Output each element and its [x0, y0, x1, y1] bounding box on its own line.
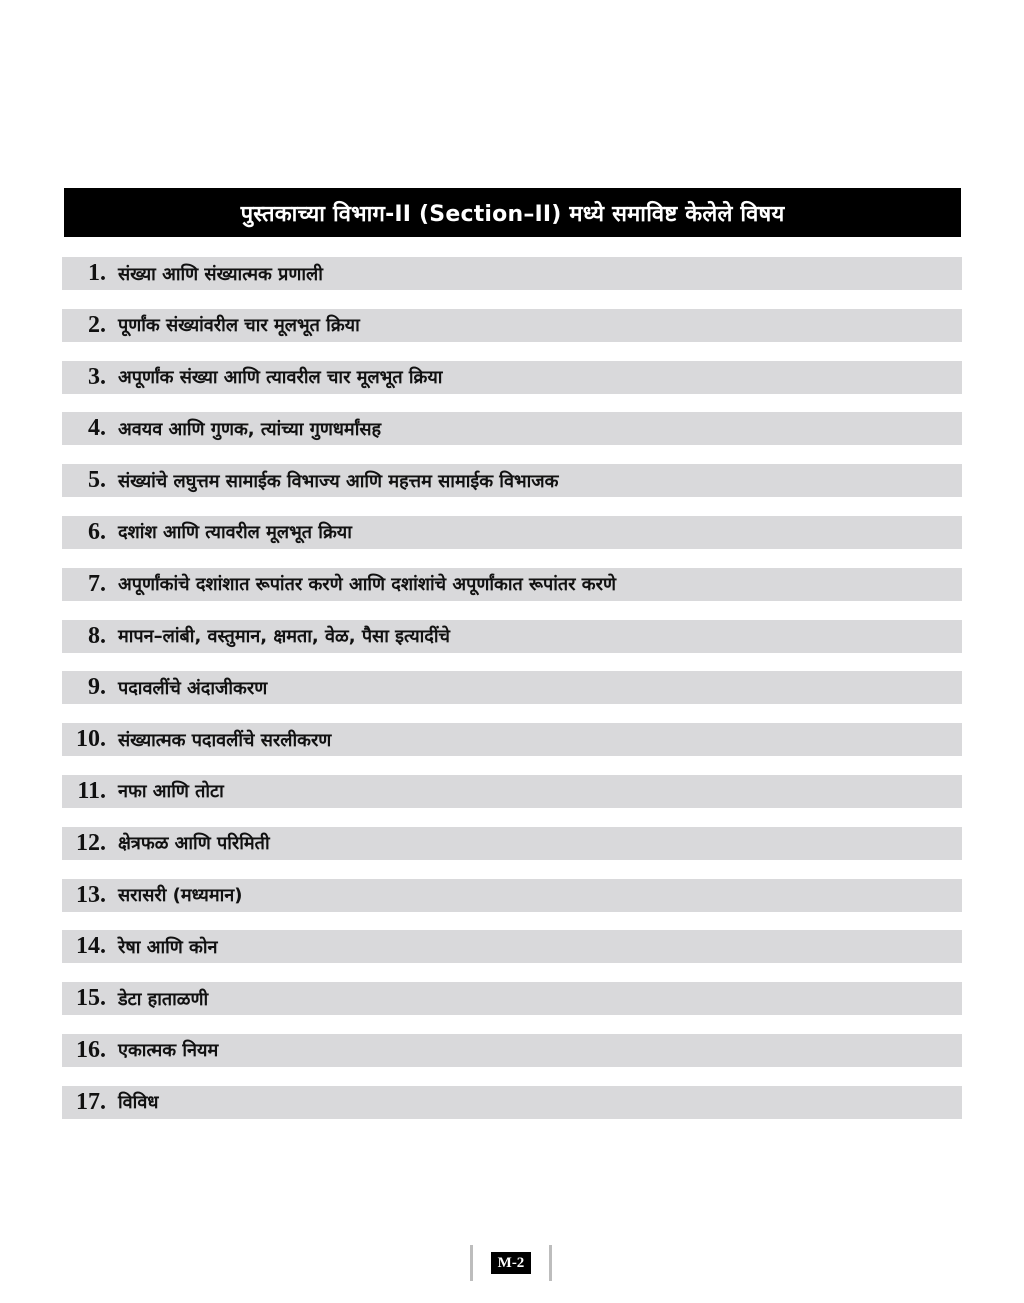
topic-label: अवयव आणि गुणक, त्यांच्या गुणधर्मांसह [118, 418, 382, 440]
page-number-badge: M-2 [491, 1252, 530, 1274]
topic-number: 14. [76, 933, 106, 960]
topic-row [62, 723, 962, 756]
page-footer [452, 1245, 570, 1281]
topic-label: सरासरी (मध्यमान) [118, 885, 243, 907]
topic-row [62, 412, 962, 445]
topic-number: 16. [76, 1036, 106, 1063]
topic-number: 15. [76, 985, 106, 1012]
topic-row [62, 827, 962, 860]
topic-label: संख्या आणि संख्यात्मक प्रणाली [118, 263, 323, 285]
topic-row [62, 516, 962, 549]
topic-label: एकात्मक नियम [118, 1040, 219, 1062]
topic-label: संख्यात्मक पदावलींचे सरलीकरण [118, 729, 332, 751]
topic-number: 10. [76, 726, 106, 753]
topic-number: 3. [88, 363, 106, 390]
topic-number: 7. [88, 570, 106, 597]
topic-label: अपूर्णांकांचे दशांशात रूपांतर करणे आणि दशांशांचे अपूर्णांकात रूपांतर करणे [118, 574, 616, 596]
topic-number: 1. [88, 260, 106, 286]
topic-label: पूर्णांक संख्यांवरील चार मूलभूत क्रिया [118, 315, 360, 337]
topic-label: विविध [118, 1092, 159, 1114]
topic-number: 8. [88, 622, 106, 649]
topic-label: दशांश आणि त्यावरील मूलभूत क्रिया [118, 522, 352, 544]
topic-label: मापन–लांबी, वस्तुमान, क्षमता, वेळ, पैसा इत्यादींचे [118, 626, 450, 648]
topic-number: 2. [88, 311, 106, 338]
topic-number: 17. [76, 1088, 106, 1115]
topic-label: पदावलींचे अंदाजीकरण [118, 677, 268, 699]
topic-label: संख्यांचे लघुत्तम सामाईक विभाज्य आणि महत्तम सामाईक विभाजक [118, 470, 559, 492]
topic-number: 6. [88, 518, 106, 545]
footer-left-edge [470, 1245, 473, 1281]
topic-row [62, 1034, 962, 1067]
topic-number: 9. [88, 674, 106, 701]
topic-label: रेषा आणि कोन [118, 936, 218, 958]
topic-row [62, 257, 962, 290]
footer-right-edge [549, 1245, 552, 1281]
topic-row [62, 309, 962, 342]
topic-number: 5. [88, 467, 106, 494]
topic-label: क्षेत्रफळ आणि परिमिती [118, 833, 270, 855]
section-title-bar [64, 188, 961, 237]
topic-list [62, 257, 962, 1138]
topic-row [62, 930, 962, 963]
topic-number: 4. [88, 415, 106, 442]
topic-label: डेटा हाताळणी [118, 988, 209, 1010]
topic-row [62, 361, 962, 394]
topic-number: 11. [77, 777, 106, 804]
topic-row [62, 982, 962, 1015]
topic-number: 12. [76, 829, 106, 856]
section-title: पुस्तकाच्या विभाग-II (Section–II) मध्ये समाविष्ट केलेले विषय [240, 201, 785, 227]
topic-row [62, 464, 962, 497]
topic-number: 13. [76, 881, 106, 908]
topic-row [62, 671, 962, 704]
topic-row [62, 775, 962, 808]
topic-row [62, 879, 962, 912]
topic-label: नफा आणि तोटा [118, 781, 224, 803]
topic-row [62, 568, 962, 601]
topic-row [62, 620, 962, 653]
topic-label: अपूर्णांक संख्या आणि त्यावरील चार मूलभूत क्रिया [118, 367, 443, 389]
topic-row [62, 1086, 962, 1119]
